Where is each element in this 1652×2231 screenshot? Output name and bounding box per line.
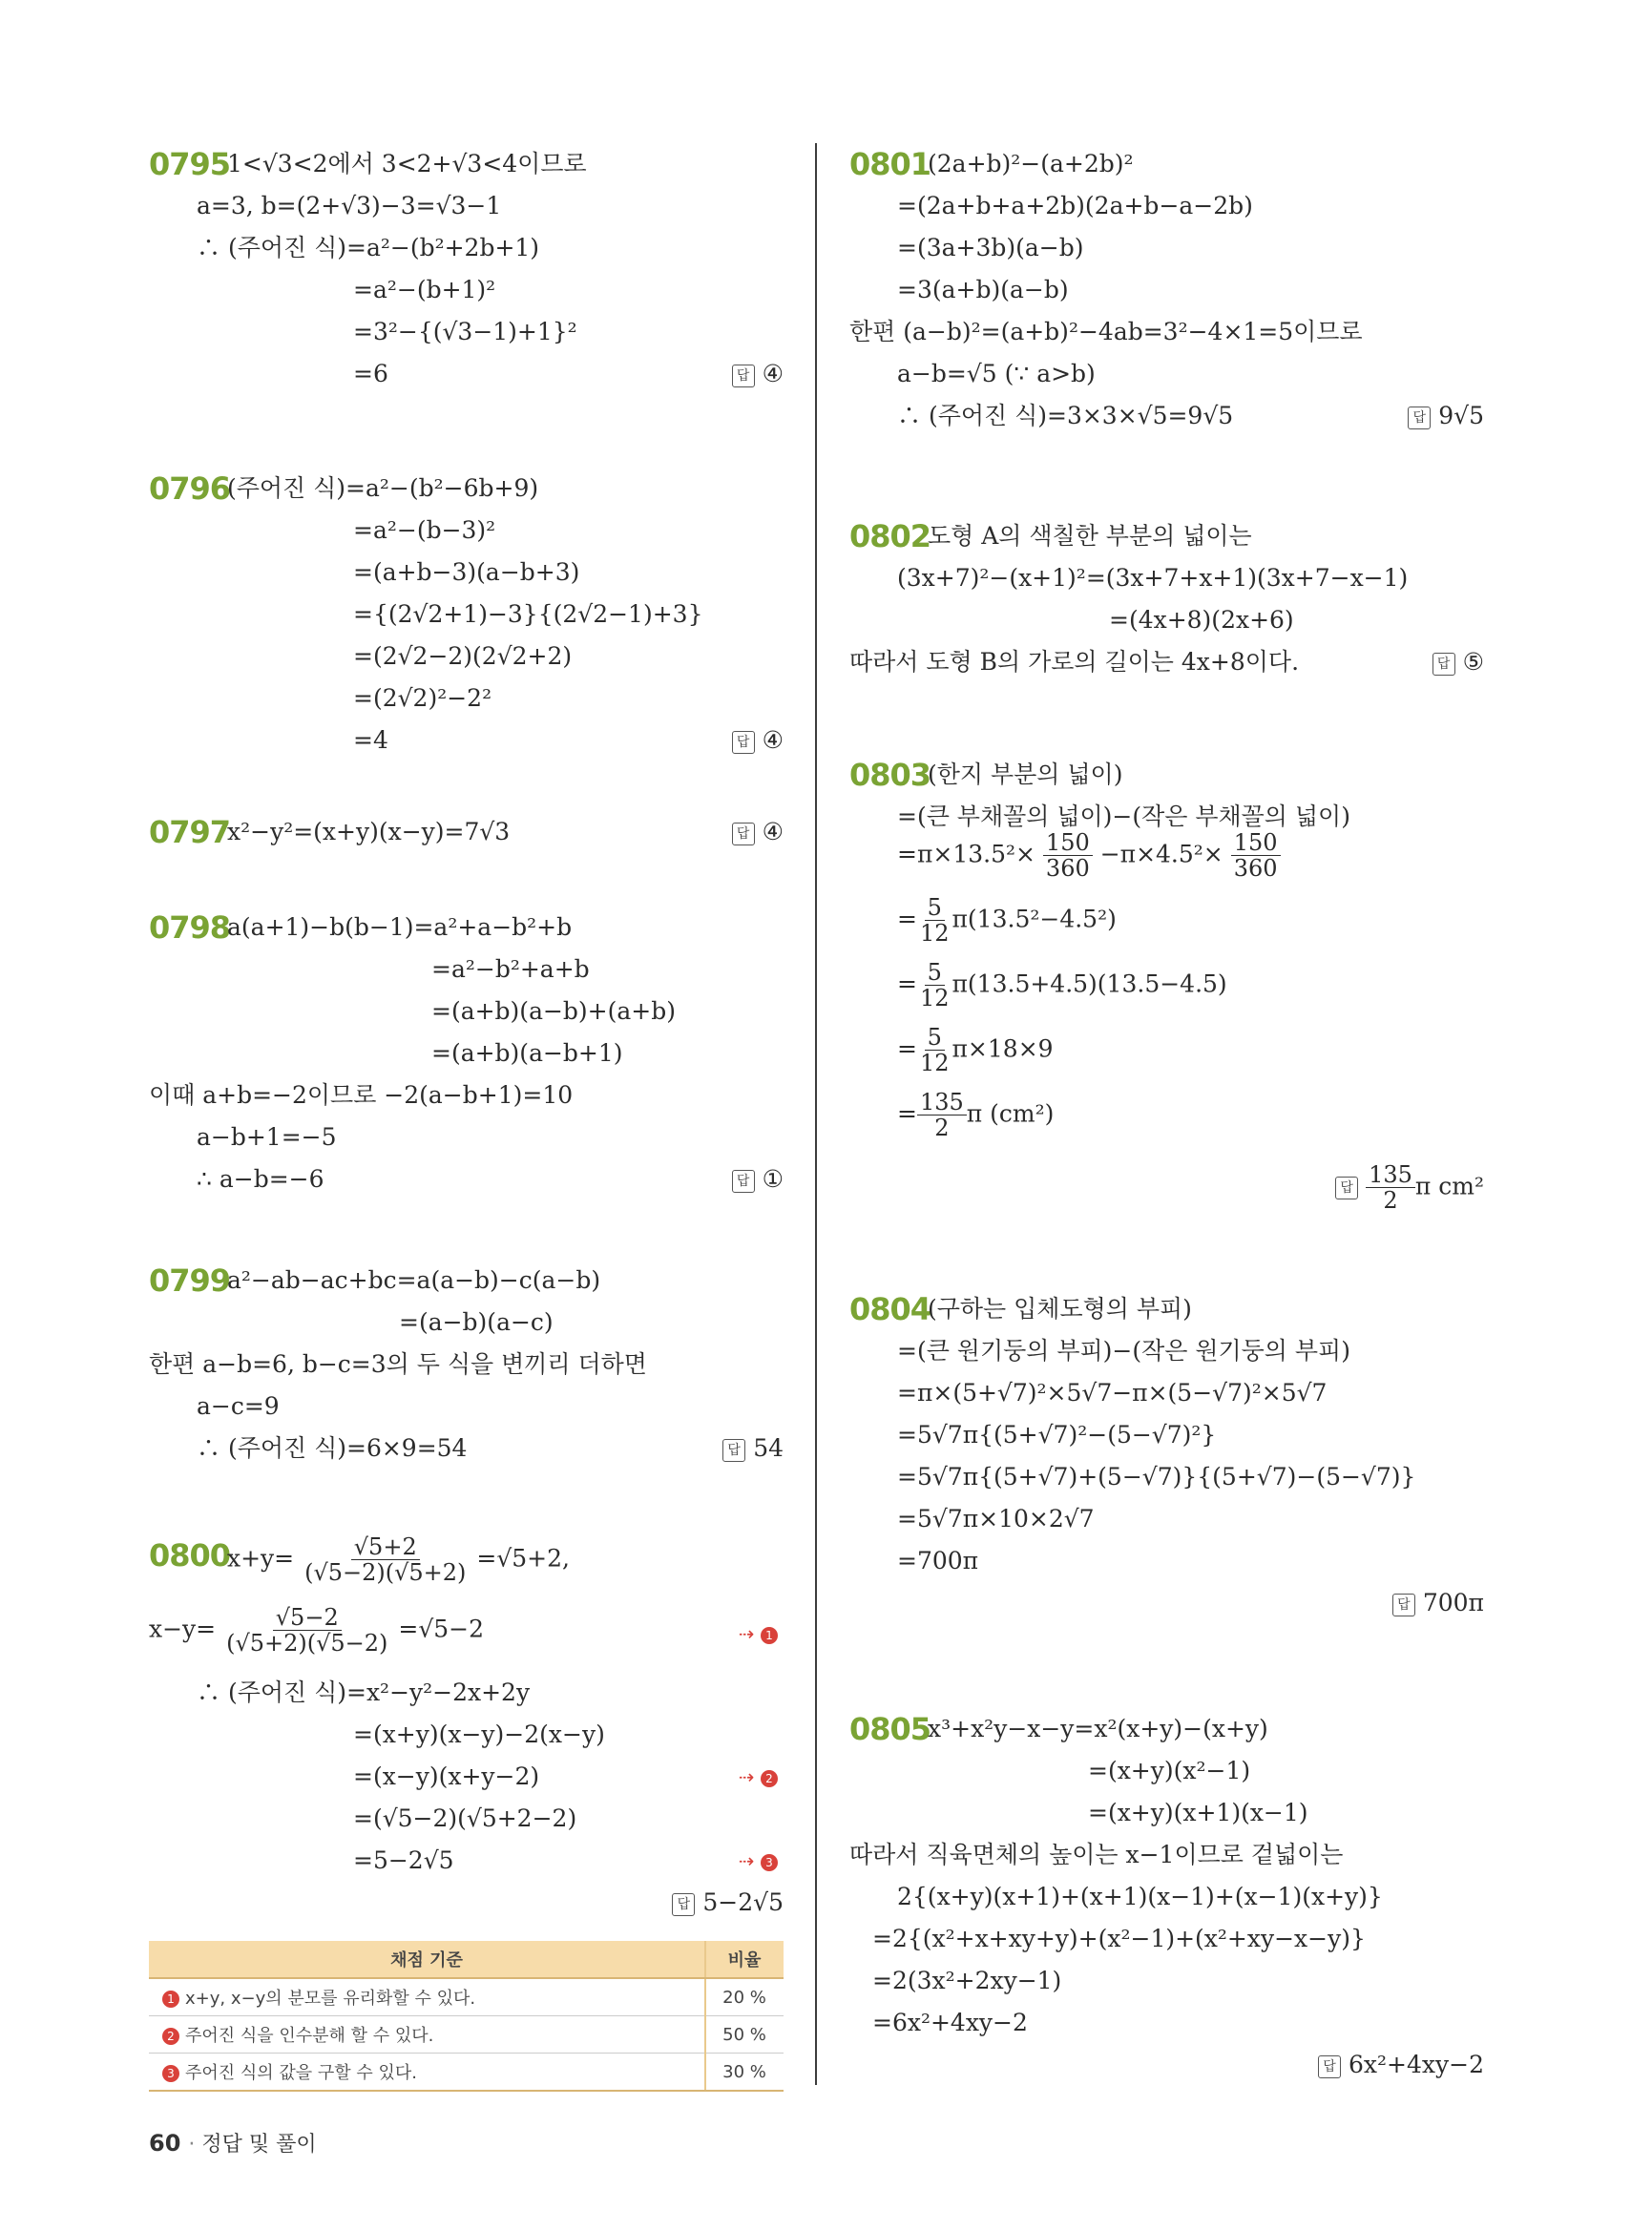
solution-line: x³+x²y−x−y=x²(x+y)−(x+y) <box>928 1715 1268 1742</box>
answer <box>1318 2044 1484 2086</box>
grading-header-criteria: 채점 기준 <box>149 1941 705 1978</box>
table-row <box>149 2016 784 2054</box>
fraction <box>1366 1162 1415 1214</box>
criteria-text: x+y, x−y의 분모를 유리화할 수 있다. <box>185 1989 476 2009</box>
answer-mark-icon: 답 <box>1408 407 1431 429</box>
solution-line: a=3, b=(2+√3)−3=√3−1 <box>197 192 502 219</box>
solution-line: =(a+b)(a−b)+(a+b) <box>431 997 676 1025</box>
equation-text: π (cm²) <box>966 1099 1055 1128</box>
solution-line: =(a+b−3)(a−b+3) <box>353 558 580 586</box>
solution-line <box>897 830 1281 882</box>
solution-line: =6 <box>353 360 388 387</box>
solution-line: 따라서 도형 B의 가로의 길이는 4x+8이다. <box>849 648 1300 676</box>
problem-number: 0801 <box>849 146 931 182</box>
answer-value: ① <box>762 1165 784 1193</box>
denominator: 12 <box>919 1050 950 1077</box>
numerator: √5−2 <box>273 1605 342 1631</box>
solution-line: 한편 (a−b)²=(a+b)²−4ab=3²−4×1=5이므로 <box>849 318 1363 345</box>
solution-line <box>149 1605 484 1657</box>
answer-value: 9√5 <box>1438 402 1484 429</box>
answer <box>1408 395 1484 437</box>
rate-value: 50 % <box>705 2016 784 2054</box>
table-row <box>149 2054 784 2092</box>
fraction <box>917 960 952 1011</box>
rate-value: 20 % <box>705 1978 784 2016</box>
criteria-text: 주어진 식의 값을 구할 수 있다. <box>185 2063 417 2083</box>
problem-number: 0796 <box>149 470 231 507</box>
answer-value: 5−2√5 <box>702 1888 784 1916</box>
problem-number: 0802 <box>849 518 931 554</box>
fraction <box>917 1090 967 1141</box>
numerator: √5+2 <box>351 1534 420 1560</box>
answer-mark-icon: 답 <box>672 1893 695 1916</box>
step-number: 2 <box>162 2028 179 2045</box>
solution-line: = $\frac{5}{12}$ π×18×9 <box>897 1024 1054 1077</box>
solution-line: 이때 a+b=−2이므로 −2(a−b+1)=10 <box>149 1081 574 1109</box>
step-number: 1 <box>761 1627 778 1644</box>
numerator: 5 <box>925 960 945 986</box>
answer-value: ⑤ <box>1462 648 1484 676</box>
solution-line: ∴ (주어진 식)=6×9=54 <box>197 1434 468 1462</box>
solution-line: = $\frac{135}{2}$ π (cm²) <box>897 1089 1055 1142</box>
grading-header-rate: 비율 <box>705 1941 784 1978</box>
answer-value: 6x²+4xy−2 <box>1349 2051 1484 2078</box>
solution-line: (2a+b)²−(a+2b)² <box>928 150 1134 177</box>
problem-number: 0795 <box>149 146 231 182</box>
solution-line: ={(2√2+1)−3}{(2√2−1)+3} <box>353 600 703 628</box>
answer <box>672 1882 784 1924</box>
answer <box>722 1428 784 1470</box>
fraction <box>917 895 952 947</box>
solution-line: =5√7π{(5+√7)²−(5−√7)²} <box>897 1421 1217 1449</box>
fraction <box>1231 830 1281 882</box>
answer-mark-icon: 답 <box>722 1439 745 1462</box>
solution-line: a(a+1)−b(b−1)=a²+a−b²+b <box>227 913 573 941</box>
solution-line: (주어진 식)=a²−(b²−6b+9) <box>227 474 539 502</box>
step-number: 3 <box>761 1854 778 1871</box>
solution-line: a−b+1=−5 <box>197 1123 337 1151</box>
step-marker-2: ⇢ 2 <box>739 1756 784 1798</box>
solution-line: =(x+y)(x−y)−2(x−y) <box>353 1720 605 1748</box>
solution-line: =3(a+b)(a−b) <box>897 276 1069 303</box>
equation-text: x+y= <box>227 1544 295 1573</box>
solution-line: =2{(x²+x+xy+y)+(x²−1)+(x²+xy−x−y)} <box>872 1925 1366 1952</box>
solution-line: =(x−y)(x+y−2) <box>353 1762 540 1790</box>
solution-line: =(√5−2)(√5+2−2) <box>353 1804 577 1832</box>
solution-line: ∴ (주어진 식)=a²−(b²+2b+1) <box>197 234 540 261</box>
table-row <box>149 1978 784 2016</box>
solution-line: a−b=√5 (∵ a>b) <box>897 360 1096 387</box>
numerator: 150 <box>1231 830 1281 856</box>
denominator: 360 <box>1045 855 1090 883</box>
answer-mark-icon: 답 <box>1318 2055 1341 2078</box>
numerator: 5 <box>925 1025 945 1051</box>
answer-mark-icon: 답 <box>1432 653 1455 676</box>
solution-line: =(a+b)(a−b+1) <box>431 1039 623 1067</box>
problem-number: 0798 <box>149 909 231 946</box>
problem-0800 <box>149 1527 784 1928</box>
solution-line: x²−y²=(x+y)(x−y)=7√3 <box>227 818 511 845</box>
solution-line: ∴ (주어진 식)=x²−y²−2x+2y <box>197 1678 531 1706</box>
denominator: 12 <box>919 920 950 948</box>
solution-line: =(x+y)(x+1)(x−1) <box>1088 1799 1308 1826</box>
answer <box>1335 1162 1484 1214</box>
rate-value: 30 % <box>705 2054 784 2092</box>
answer <box>1432 641 1484 683</box>
answer-mark-icon: 답 <box>1392 1594 1415 1616</box>
numerator: 150 <box>1043 830 1093 856</box>
solution-line: =a²−(b+1)² <box>353 276 496 303</box>
denominator: 2 <box>934 1115 950 1142</box>
page-footer: 60 · 정답 및 풀이 <box>149 2130 317 2157</box>
numerator: 135 <box>1366 1162 1415 1188</box>
problem-number: 0805 <box>849 1711 931 1747</box>
answer-mark-icon: 답 <box>732 365 755 387</box>
solution-line: = $\frac{5}{12}$ π(13.5+4.5)(13.5−4.5) <box>897 959 1227 1012</box>
answer-value: ④ <box>762 360 784 387</box>
solution-line: 2{(x+y)(x+1)+(x+1)(x−1)+(x−1)(x+y)} <box>897 1883 1383 1910</box>
solution-line: =(3a+3b)(a−b) <box>897 234 1084 261</box>
step-marker-3: ⇢ 3 <box>739 1840 784 1882</box>
solution-line: =(2√2−2)(2√2+2) <box>353 642 573 670</box>
answer <box>732 1158 784 1200</box>
solution-line: 한편 a−b=6, b−c=3의 두 식을 변끼리 더하면 <box>149 1350 647 1378</box>
answer-mark-icon: 답 <box>732 731 755 754</box>
denominator: (√5+2)(√5−2) <box>226 1630 388 1658</box>
answer-value: 700π <box>1422 1589 1484 1616</box>
footer-title: 정답 및 풀이 <box>201 2133 317 2157</box>
solution-line: 1<√3<2에서 3<2+√3<4이므로 <box>227 150 587 177</box>
solution-line: ∴ a−b=−6 <box>197 1165 324 1193</box>
equation-text: −π×4.5²× <box>1099 840 1223 868</box>
solution-line: = $\frac{5}{12}$ π(13.5²−4.5²) <box>897 894 1117 948</box>
grading-table <box>149 1941 784 2092</box>
solution-line: =(2a+b+a+2b)(2a+b−a−2b) <box>897 192 1253 219</box>
solution-line: (3x+7)²−(x+1)²=(3x+7+x+1)(3x+7−x−1) <box>897 564 1409 592</box>
fraction <box>223 1605 390 1657</box>
numerator: 5 <box>925 895 945 921</box>
solution-line: a−c=9 <box>197 1392 280 1420</box>
column-divider <box>815 143 817 2085</box>
solution-line: =a²−(b−3)² <box>353 516 496 544</box>
solution-line: =2(3x²+2xy−1) <box>872 1967 1062 1994</box>
solution-line: =(a−b)(a−c) <box>399 1308 554 1336</box>
answer-value: ④ <box>762 818 784 845</box>
problem-number: 0800 <box>149 1537 231 1574</box>
solution-line <box>227 1534 570 1586</box>
solution-line: 따라서 직육면체의 높이는 x−1이므로 겉넓이는 <box>849 1841 1344 1868</box>
step-number: 3 <box>162 2065 179 2082</box>
answer <box>732 811 784 853</box>
equation-text: =√5+2, <box>476 1544 570 1573</box>
solution-line: =5−2√5 <box>353 1846 454 1874</box>
answer <box>1392 1582 1484 1624</box>
solution-line: =(4x+8)(2x+6) <box>1109 606 1294 634</box>
criteria-text: 주어진 식을 인수분해 할 수 있다. <box>185 2026 434 2046</box>
solution-line: =4 <box>353 726 388 754</box>
fraction <box>917 1025 952 1076</box>
fraction <box>1043 830 1093 882</box>
solution-line: =6x²+4xy−2 <box>872 2009 1028 2036</box>
answer <box>732 719 784 761</box>
problem-number: 0803 <box>849 757 931 793</box>
page-number: 60 <box>149 2130 181 2157</box>
solution-line: =(큰 부채꼴의 넓이)−(작은 부채꼴의 넓이) <box>897 803 1350 830</box>
solution-line: =700π <box>897 1547 979 1574</box>
solution-line: 도형 A의 색칠한 부분의 넓이는 <box>928 522 1252 550</box>
solution-line: =5√7π×10×2√7 <box>897 1505 1095 1533</box>
denominator: 12 <box>919 985 950 1012</box>
problem-number: 0804 <box>849 1291 931 1327</box>
answer-value: π cm² <box>1414 1172 1484 1200</box>
solution-line: ∴ (주어진 식)=3×3×√5=9√5 <box>897 402 1234 429</box>
problem-0803-fractions <box>849 830 1484 1231</box>
answer-mark-icon: 답 <box>732 823 755 845</box>
solution-line: (한지 부분의 넓이) <box>928 761 1123 788</box>
solution-line: =5√7π{(5+√7)+(5−√7)}{(5+√7)−(5−√7)} <box>897 1463 1416 1491</box>
solution-line: =(2√2)²−2² <box>353 684 492 712</box>
problem-number: 0797 <box>149 814 231 850</box>
solution-line: =π×(5+√7)²×5√7−π×(5−√7)²×5√7 <box>897 1379 1328 1407</box>
problem-number: 0799 <box>149 1262 231 1299</box>
denominator: 360 <box>1233 855 1278 883</box>
equation-text: =π×13.5²× <box>897 840 1035 868</box>
solution-line: a²−ab−ac+bc=a(a−b)−c(a−b) <box>227 1266 601 1294</box>
denominator: (√5−2)(√5+2) <box>304 1559 467 1587</box>
step-marker-1: ⇢ 1 <box>739 1613 784 1655</box>
answer-value: ④ <box>762 726 784 754</box>
equation-text: =√5−2 <box>398 1615 485 1643</box>
equation-text: π(13.5²−4.5²) <box>951 905 1117 933</box>
denominator: 2 <box>1383 1187 1398 1215</box>
numerator: 135 <box>917 1090 967 1116</box>
equation-text: x−y= <box>149 1615 217 1643</box>
solution-line: =(큰 원기둥의 부피)−(작은 원기둥의 부피) <box>897 1337 1350 1365</box>
solution-line: =3²−{(√3−1)+1}² <box>353 318 577 345</box>
fraction <box>302 1534 469 1586</box>
answer-mark-icon: 답 <box>732 1170 755 1193</box>
solution-line: =a²−b²+a+b <box>431 955 590 983</box>
solution-line: =(x+y)(x²−1) <box>1088 1757 1251 1784</box>
step-number: 1 <box>162 1991 179 2008</box>
answer <box>732 353 784 395</box>
solution-line: (구하는 입체도형의 부피) <box>928 1295 1192 1323</box>
step-number: 2 <box>761 1770 778 1787</box>
answer-value: 54 <box>753 1434 784 1462</box>
equation-text: π(13.5+4.5)(13.5−4.5) <box>951 970 1227 998</box>
equation-text: π×18×9 <box>951 1034 1054 1063</box>
answer-mark-icon: 답 <box>1335 1177 1358 1199</box>
